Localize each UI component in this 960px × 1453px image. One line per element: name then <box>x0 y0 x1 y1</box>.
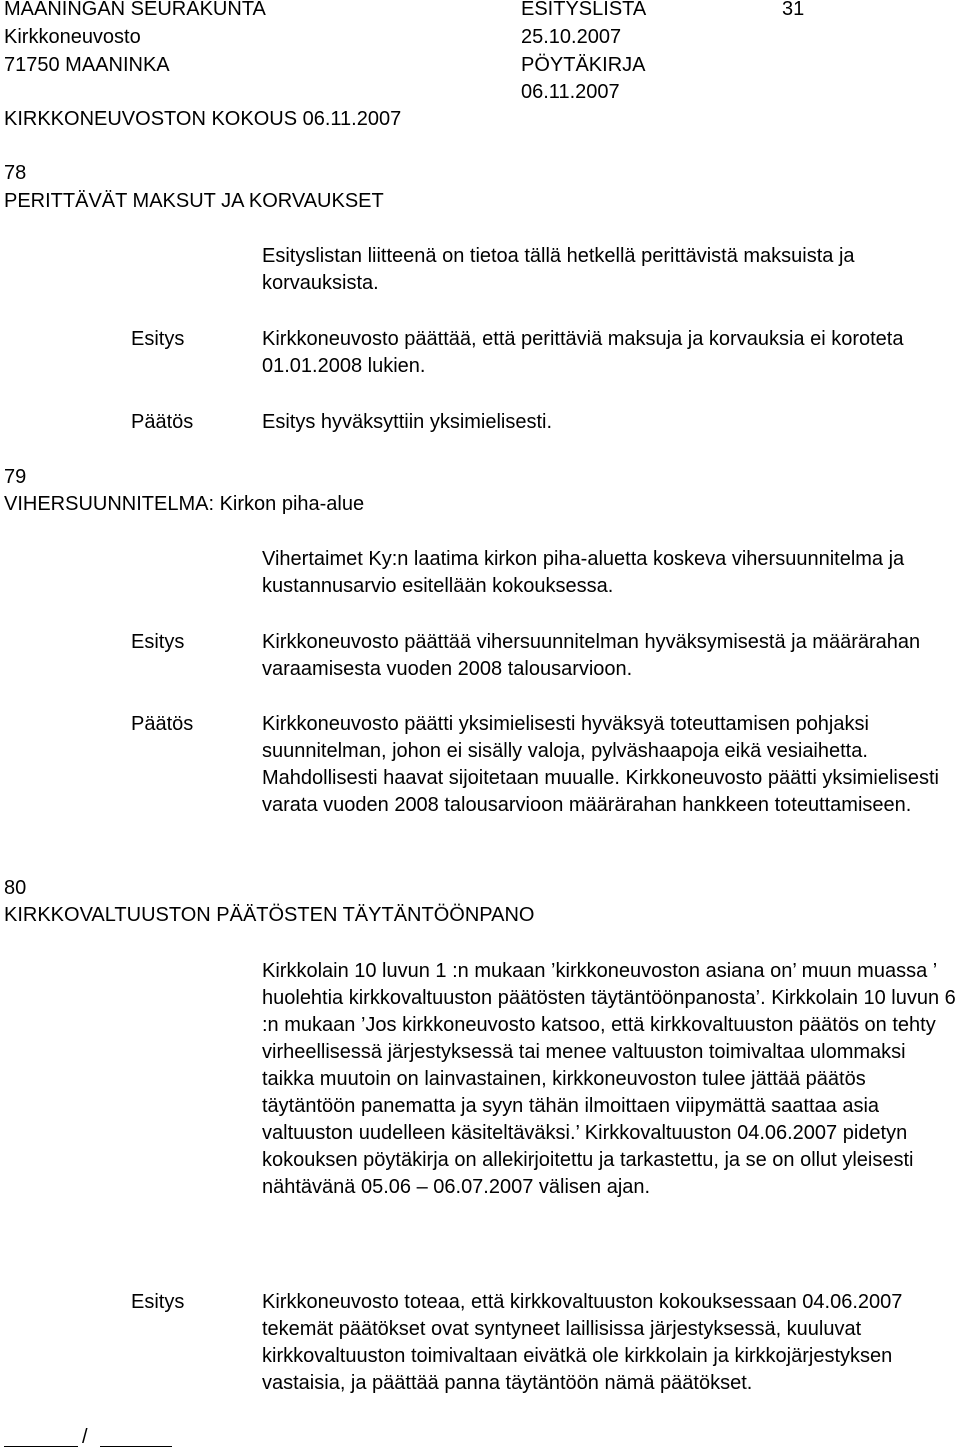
paatos-text: Esitys hyväksyttiin yksimielisesti. <box>262 411 553 433</box>
section-title: KIRKKOVALTUUSTON PÄÄTÖSTEN TÄYTÄNTÖÖNPANO <box>4 904 535 926</box>
signature-separator: / <box>82 1426 88 1448</box>
esitys-label: Esitys <box>131 631 185 653</box>
esitys-text: Kirkkoneuvosto päättää, että perittäviä maksuja ja korvauksia ei koroteta 01.01.2008 lukien. <box>262 328 904 377</box>
paatos-text: Kirkkoneuvosto päätti yksimielisesti hyväksyä toteuttamisen pohjaksi suunnitelman, johon ei sisälly valoja, pylväshaapoja eikä vesiaihetta. Mahdollisesti haavat sijoitetaan muualle. Kirkkoneuvosto päätti yksimielisesti varata vuoden 2008 talousarvioon määrärahan hankkeen toteuttamiseen. <box>262 713 939 816</box>
section-intro: Kirkkolain 10 luvun 1 :n mukaan ’kirkkoneuvoston asiana on’ muun muassa ’ huolehtia kirkkovaltuuston päätösten täytäntöönpanosta’. Kirkkolain 10 luvun 6 :n mukaan ’Jos kirkkoneuvosto katsoo, että kirkkovaltuuston päätös on tehty virheellisessä järjestyksessä tai menee valtuuston toimivaltaa ulommaksi taikka muutoin on lainvastainen, kirkkoneuvoston tulee jättää päätös täytäntöön panematta ja syyn tähän ilmoittaen viipymättä saattaa asia valtuuston uudelleen käsiteltäväksi.’ Kirkkovaltuuston 04.06.2007 pidetyn kokouksen pöytäkirja on allekirjoitettu ja tarkastettu, ja se on ollut yleisesti nähtävänä 05.06 – 06.07.2007 välisen ajan. <box>262 960 956 1198</box>
minutes-date: 06.11.2007 <box>521 81 620 103</box>
agenda-date: 25.10.2007 <box>521 26 622 48</box>
org-name: MAANINGAN SEURAKUNTA <box>4 0 266 20</box>
doc-type-agenda: ESITYSLISTA <box>521 0 647 20</box>
signature-line-left <box>4 1446 78 1447</box>
postal-address: 71750 MAANINKA <box>4 54 170 76</box>
section-title: VIHERSUUNNITELMA: Kirkon piha-alue <box>4 493 365 515</box>
body-name: Kirkkoneuvosto <box>4 26 141 48</box>
section-intro: Esityslistan liitteenä on tietoa tällä hetkellä perittävistä maksuista ja korvauksista. <box>262 245 855 294</box>
section-title: PERITTÄVÄT MAKSUT JA KORVAUKSET <box>4 190 384 212</box>
meeting-title: KIRKKONEUVOSTON KOKOUS 06.11.2007 <box>4 108 402 130</box>
esitys-label: Esitys <box>131 328 185 350</box>
paatos-label: Päätös <box>131 411 194 433</box>
esitys-text: Kirkkoneuvosto toteaa, että kirkkovaltuuston kokouksessaan 04.06.2007 tekemät päätökset ovat syntyneet laillisissa järjestyksessä, kuuluvat kirkkovaltuuston toimivaltaan eivätkä ole kirkkolain ja kirkkojärjestyksen vastaisia, ja päättää panna täytäntöön nämä päätökset. <box>262 1291 903 1394</box>
signature-line-right <box>100 1446 172 1447</box>
section-number: 78 <box>4 162 27 184</box>
esitys-text: Kirkkoneuvosto päättää vihersuunnitelman hyväksymisestä ja määrärahan varaamisesta vuoden 2008 talousarvioon. <box>262 631 921 680</box>
section-number: 79 <box>4 466 27 488</box>
paatos-label: Päätös <box>131 713 194 735</box>
page-number: 31 <box>782 0 805 20</box>
doc-type-minutes: PÖYTÄKIRJA <box>521 54 646 76</box>
section-intro: Vihertaimet Ky:n laatima kirkon piha-aluetta koskeva vihersuunnitelma ja kustannusarvio esitellään kokouksessa. <box>262 548 905 597</box>
esitys-label: Esitys <box>131 1291 185 1313</box>
section-number: 80 <box>4 877 27 899</box>
